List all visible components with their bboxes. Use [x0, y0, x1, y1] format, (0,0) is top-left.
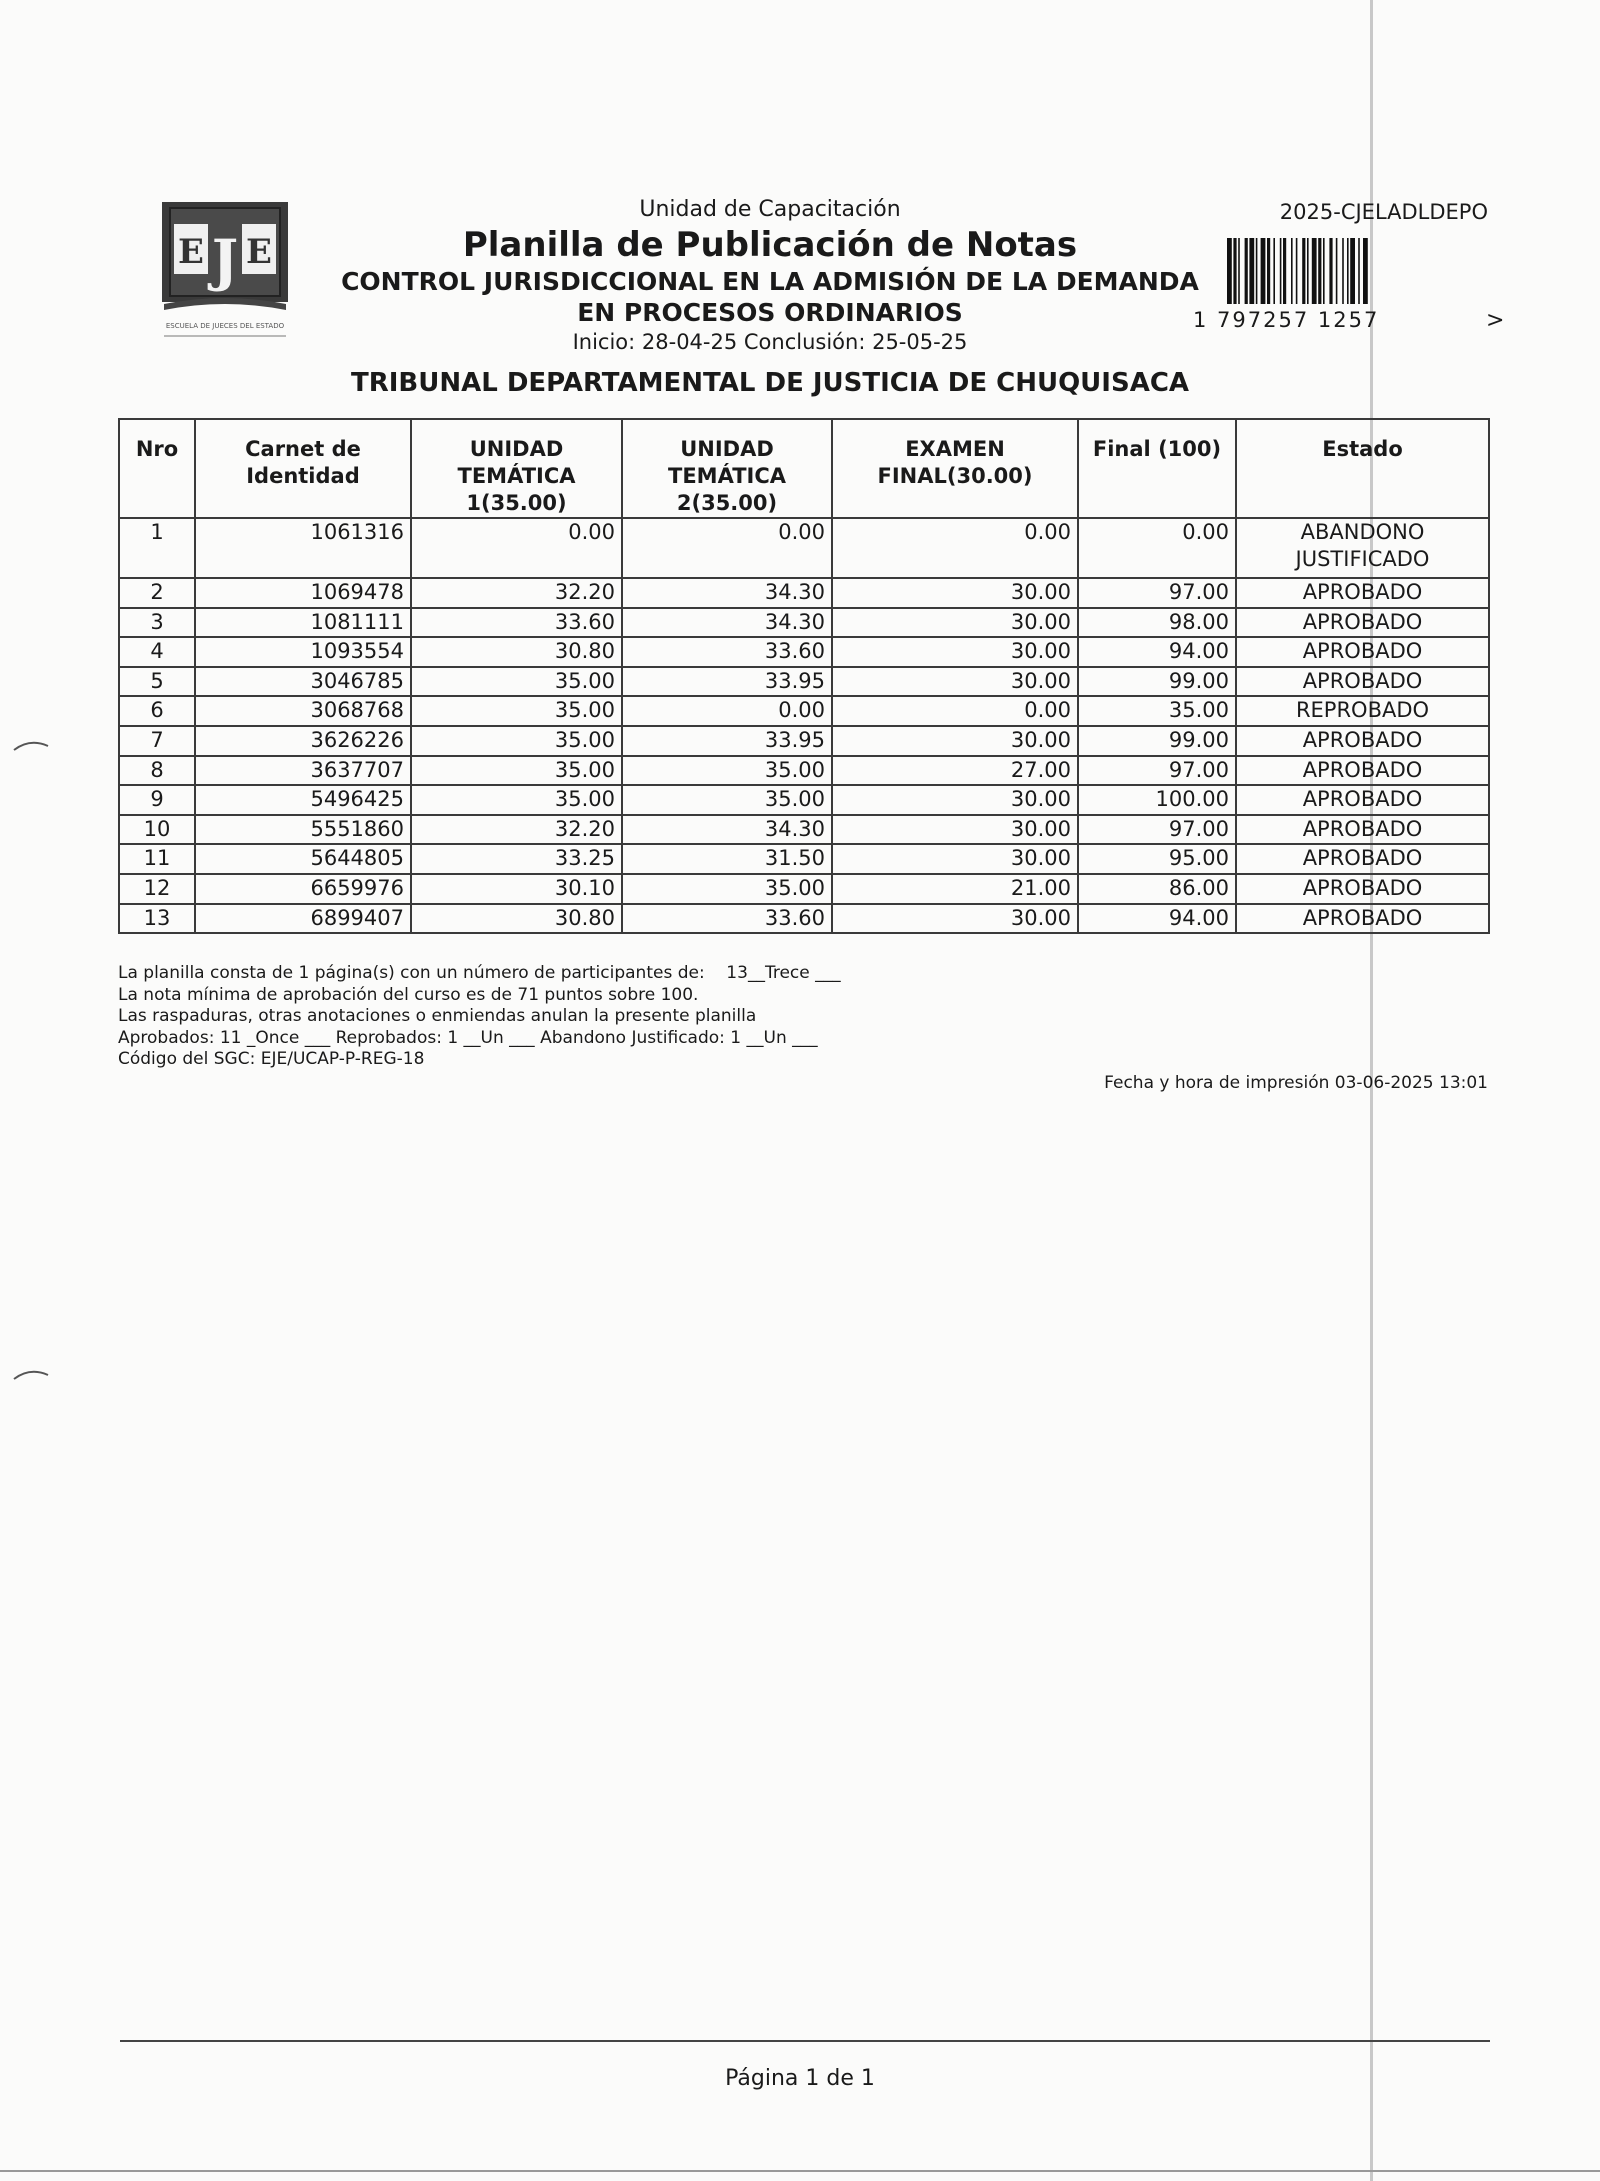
cell-ci: 6659976 [195, 874, 411, 904]
col-header-final: Final (100) [1078, 419, 1236, 518]
cell-final: 86.00 [1078, 874, 1236, 904]
barcode-bar [1296, 238, 1298, 304]
cell-status: APROBADO [1236, 785, 1489, 815]
page-number: Página 1 de 1 [725, 2066, 875, 2091]
table-row [119, 578, 1489, 608]
cell-status: APROBADO [1236, 667, 1489, 697]
cell-final: 94.00 [1078, 904, 1236, 934]
col-header-ci: Carnet de Identidad [195, 419, 411, 518]
logo-letter-e-right: E [246, 232, 272, 272]
cell-status: APROBADO [1236, 608, 1489, 638]
barcode-bar [1336, 238, 1338, 304]
cell-ci: 3626226 [195, 726, 411, 756]
grades-table [118, 418, 1490, 934]
cell-unit2: 33.95 [622, 726, 832, 756]
cell-unit1: 30.80 [411, 904, 622, 934]
cell-unit1: 33.25 [411, 844, 622, 874]
note-min-grade: La nota mínima de aprobación del curso es de 71 puntos sobre 100. [118, 984, 699, 1005]
cell-final-exam: 30.00 [832, 785, 1078, 815]
course-name-line2: EN PROCESOS ORDINARIOS [577, 298, 963, 327]
cell-nro: 9 [119, 785, 195, 815]
logo-caption: ESCUELA DE JUECES DEL ESTADO [165, 322, 285, 330]
cell-unit2: 35.00 [622, 785, 832, 815]
cell-final-exam: 0.00 [832, 696, 1078, 726]
barcode-digits: 1 797257 1257 [1193, 308, 1380, 332]
cell-unit2: 34.30 [622, 578, 832, 608]
cell-status: APROBADO [1236, 874, 1489, 904]
barcode-bar [1227, 238, 1232, 304]
course-name-line1: CONTROL JURISDICCIONAL EN LA ADMISIÓN DE LA DEMANDA [341, 267, 1199, 296]
cell-ci: 3046785 [195, 667, 411, 697]
barcode-bar [1358, 238, 1360, 304]
barcode-bar [1238, 238, 1240, 304]
cell-unit2: 33.60 [622, 637, 832, 667]
cell-unit2: 33.60 [622, 904, 832, 934]
cell-unit2: 0.00 [622, 518, 832, 578]
barcode-bar [1256, 238, 1258, 304]
footer-rule [120, 2040, 1490, 2042]
cell-final: 97.00 [1078, 756, 1236, 786]
page-title: Planilla de Publicación de Notas [462, 225, 1078, 265]
cell-nro: 3 [119, 608, 195, 638]
barcode-bar [1318, 238, 1321, 304]
cell-status: APROBADO [1236, 756, 1489, 786]
cell-nro: 4 [119, 637, 195, 667]
binder-hole-mark [12, 736, 52, 756]
table-row [119, 518, 1489, 578]
col-header-status: Estado [1236, 419, 1489, 518]
cell-final-exam: 27.00 [832, 756, 1078, 786]
cell-ci: 1061316 [195, 518, 411, 578]
cell-final: 35.00 [1078, 696, 1236, 726]
barcode-bar [1267, 238, 1270, 304]
cell-status: APROBADO [1236, 578, 1489, 608]
cell-ci: 3068768 [195, 696, 411, 726]
barcode-bar [1312, 238, 1317, 304]
binder-hole-mark [12, 1365, 52, 1385]
cell-unit2: 35.00 [622, 874, 832, 904]
cell-status: REPROBADO [1236, 696, 1489, 726]
cell-final: 99.00 [1078, 726, 1236, 756]
cell-nro: 2 [119, 578, 195, 608]
document-header [330, 196, 1210, 356]
cell-unit1: 32.20 [411, 578, 622, 608]
cell-ci: 5551860 [195, 815, 411, 845]
table-row [119, 667, 1489, 697]
note-erasures: Las raspaduras, otras anotaciones o enmiendas anulan la presente planilla [118, 1006, 757, 1026]
cell-nro: 6 [119, 696, 195, 726]
cell-nro: 5 [119, 667, 195, 697]
cell-nro: 12 [119, 874, 195, 904]
barcode-bar [1233, 238, 1236, 304]
cell-unit1: 30.10 [411, 874, 622, 904]
cell-final-exam: 30.00 [832, 667, 1078, 697]
cell-nro: 1 [119, 518, 195, 578]
barcode-bar [1363, 238, 1368, 304]
cell-final-exam: 30.00 [832, 608, 1078, 638]
cell-unit1: 33.60 [411, 608, 622, 638]
note-summary-counts: Aprobados: 11 _Once ___ Reprobados: 1 __Un ___ Abandono Justificado: 1 __Un ___ [118, 1027, 818, 1048]
cell-ci: 5496425 [195, 785, 411, 815]
table-row [119, 696, 1489, 726]
cell-ci: 1093554 [195, 637, 411, 667]
cell-nro: 11 [119, 844, 195, 874]
cell-unit1: 30.80 [411, 637, 622, 667]
barcode-bar [1342, 238, 1344, 304]
barcode-bar [1261, 238, 1266, 304]
cell-unit2: 31.50 [622, 844, 832, 874]
cell-unit1: 35.00 [411, 785, 622, 815]
cell-status: APROBADO [1236, 637, 1489, 667]
cell-status: APROBADO [1236, 904, 1489, 934]
cell-final: 0.00 [1078, 518, 1236, 578]
barcode-bar [1323, 238, 1325, 304]
notes-block [118, 963, 841, 1071]
cell-final: 95.00 [1078, 844, 1236, 874]
cell-final: 99.00 [1078, 667, 1236, 697]
cell-unit1: 35.00 [411, 696, 622, 726]
barcode-bar [1283, 238, 1286, 304]
cell-ci: 1081111 [195, 608, 411, 638]
note-pages-participants: La planilla consta de 1 página(s) con un número de participantes de: 13__Trece ___ [118, 963, 841, 983]
cell-final-exam: 30.00 [832, 904, 1078, 934]
barcode-bar [1307, 238, 1309, 304]
cell-unit1: 35.00 [411, 756, 622, 786]
cell-status: APROBADO [1236, 815, 1489, 845]
cell-final-exam: 30.00 [832, 578, 1078, 608]
table-row [119, 756, 1489, 786]
table-row [119, 785, 1489, 815]
barcode-bar [1350, 238, 1355, 304]
cell-final-exam: 30.00 [832, 637, 1078, 667]
table-row [119, 874, 1489, 904]
cell-unit2: 34.30 [622, 608, 832, 638]
barcode-bar [1329, 238, 1332, 304]
cell-final: 97.00 [1078, 578, 1236, 608]
cell-status: APROBADO [1236, 844, 1489, 874]
col-header-unit2: UNIDAD TEMÁTICA 2(35.00) [622, 419, 832, 518]
cell-nro: 13 [119, 904, 195, 934]
cell-ci: 3637707 [195, 756, 411, 786]
cell-unit1: 35.00 [411, 726, 622, 756]
cell-final: 100.00 [1078, 785, 1236, 815]
cell-unit2: 34.30 [622, 815, 832, 845]
cell-final-exam: 30.00 [832, 844, 1078, 874]
barcode-bar [1245, 238, 1248, 304]
print-datetime: Fecha y hora de impresión 03-06-2025 13:01 [1104, 1073, 1488, 1093]
cell-unit2: 0.00 [622, 696, 832, 726]
cell-ci: 6899407 [195, 904, 411, 934]
cell-final: 97.00 [1078, 815, 1236, 845]
cell-unit1: 32.20 [411, 815, 622, 845]
cell-final: 98.00 [1078, 608, 1236, 638]
logo-letter-e-left: E [178, 232, 204, 272]
unit-name: Unidad de Capacitación [639, 197, 901, 222]
table-row [119, 844, 1489, 874]
cell-unit1: 0.00 [411, 518, 622, 578]
cell-nro: 7 [119, 726, 195, 756]
cell-ci: 5644805 [195, 844, 411, 874]
barcode-bar [1347, 238, 1349, 304]
cell-ci: 1069478 [195, 578, 411, 608]
barcode-bar [1249, 238, 1254, 304]
col-header-final-exam: EXAMEN FINAL(30.00) [832, 419, 1078, 518]
barcode-bar [1302, 238, 1305, 304]
cell-final-exam: 30.00 [832, 815, 1078, 845]
cell-final: 94.00 [1078, 637, 1236, 667]
table-header-row [119, 419, 1489, 518]
tribunal-name: TRIBUNAL DEPARTAMENTAL DE JUSTICIA DE CHUQUISACA [350, 368, 1190, 398]
cell-status: ABANDONO JUSTIFICADO [1236, 518, 1489, 578]
logo-letter-j: J [211, 228, 239, 294]
cell-unit2: 35.00 [622, 756, 832, 786]
barcode-bar [1273, 238, 1275, 304]
note-sgc-code: Código del SGC: EJE/UCAP-P-REG-18 [118, 1049, 425, 1069]
barcode-bar [1291, 238, 1293, 304]
cell-final-exam: 0.00 [832, 518, 1078, 578]
cell-status: APROBADO [1236, 726, 1489, 756]
arrow-marker: > [1486, 308, 1505, 333]
paper-edge [0, 2170, 1600, 2172]
eje-logo [160, 200, 320, 340]
table-row [119, 608, 1489, 638]
table-row [119, 815, 1489, 845]
cell-unit2: 33.95 [622, 667, 832, 697]
table-row [119, 726, 1489, 756]
table-row [119, 904, 1489, 934]
barcode-graphic [1225, 238, 1465, 318]
cell-final-exam: 21.00 [832, 874, 1078, 904]
col-header-unit1: UNIDAD TEMÁTICA 1(35.00) [411, 419, 622, 518]
cell-unit1: 35.00 [411, 667, 622, 697]
course-dates: Inicio: 28-04-25 Conclusión: 25-05-25 [572, 330, 968, 354]
table-row [119, 637, 1489, 667]
barcode-bar [1280, 238, 1282, 304]
cell-final-exam: 30.00 [832, 726, 1078, 756]
cell-nro: 10 [119, 815, 195, 845]
document-code: 2025-CJELADLDEPO [1279, 200, 1488, 224]
cell-nro: 8 [119, 756, 195, 786]
col-header-nro: Nro [119, 419, 195, 518]
